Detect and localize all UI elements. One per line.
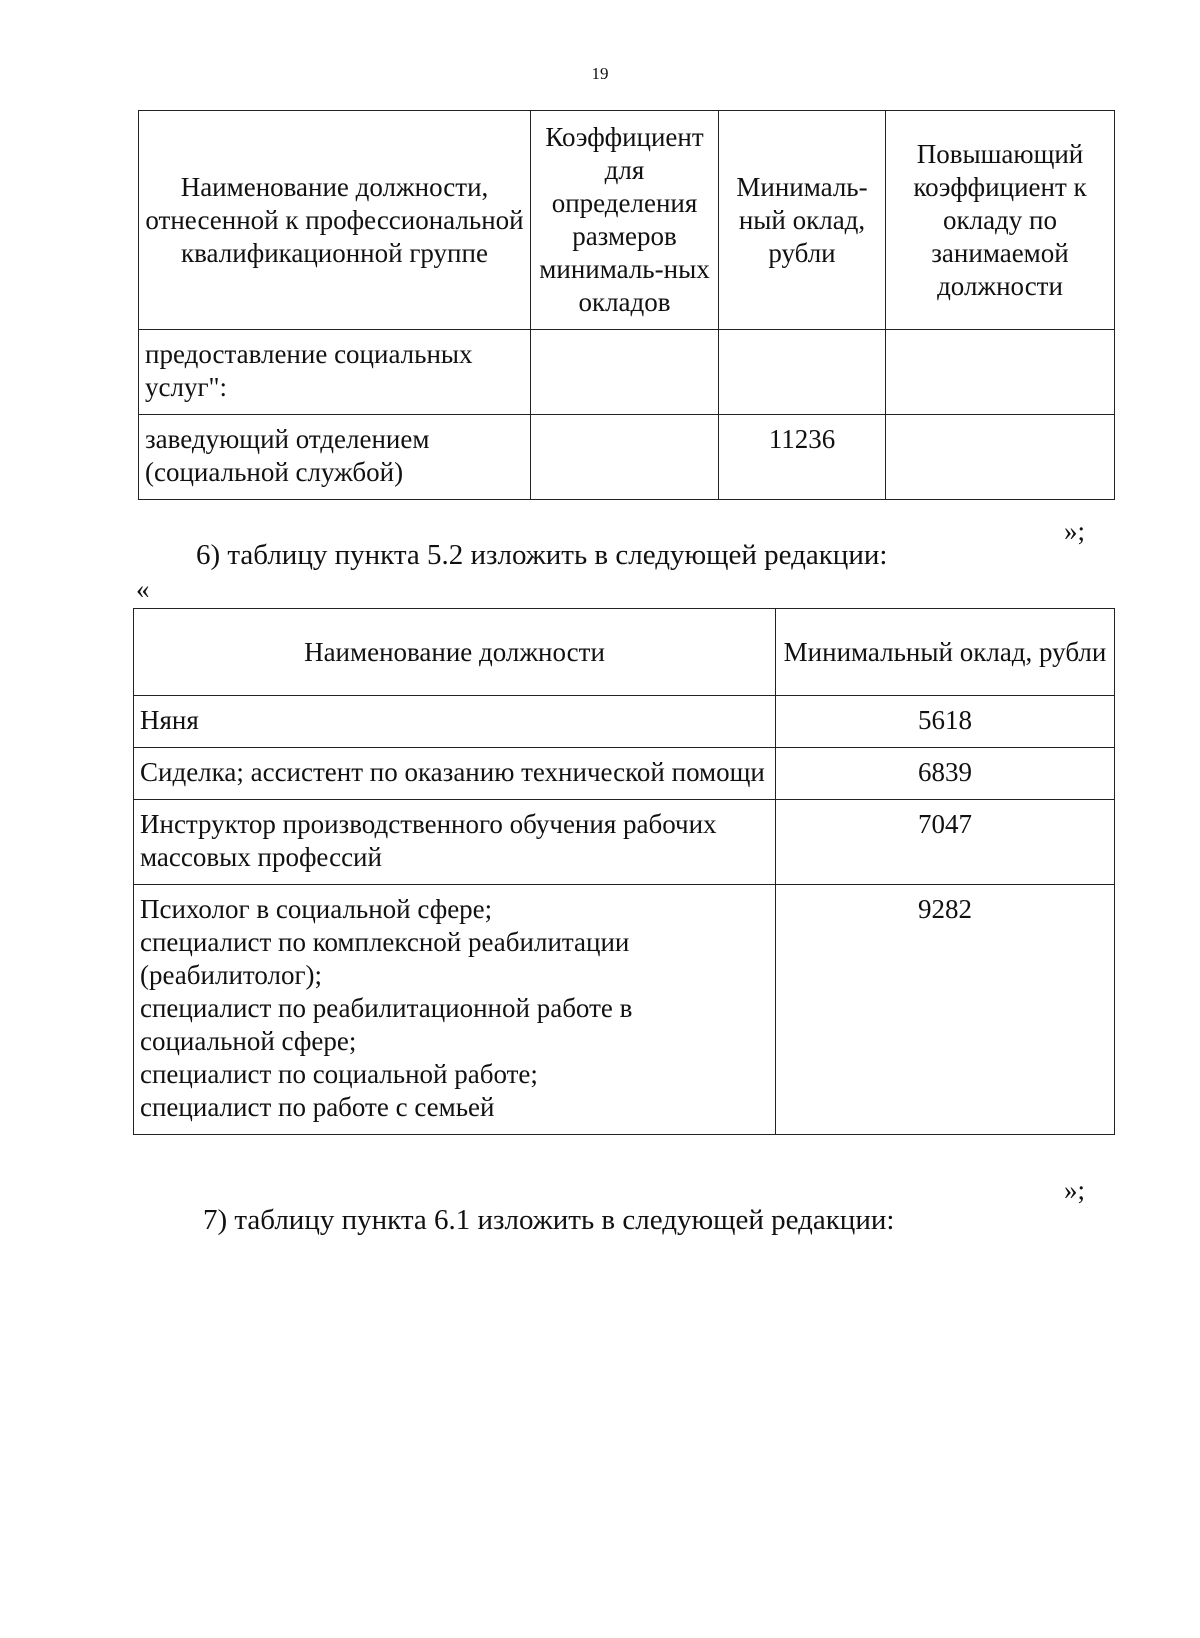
table-cell [531, 330, 719, 415]
table-cell: предоставление социальных услуг": [139, 330, 531, 415]
paragraph-7: 7) таблицу пункта 6.1 изложить в следующей редакции: [203, 1204, 895, 1236]
header-position-name: Наименование должности, отнесенной к профессиональной квалификационной группе [139, 111, 531, 330]
closing-quote: »; [1064, 1175, 1086, 1205]
table-header-row [139, 111, 1115, 330]
table-cell: Инструктор производственного обучения рабочих массовых профессий [134, 800, 776, 885]
table-row [134, 800, 1115, 885]
table-cell: 6839 [776, 748, 1115, 800]
page-number: 19 [591, 64, 609, 83]
table-header-row [134, 609, 1115, 696]
table-cell: 9282 [776, 885, 1115, 1135]
table-row [139, 415, 1115, 500]
table-cell: Сиделка; ассистент по оказанию технической помощи [134, 748, 776, 800]
position-salary-table [133, 608, 1115, 1135]
table-cell: Няня [134, 696, 776, 748]
table-row [134, 748, 1115, 800]
table-row [134, 696, 1115, 748]
opening-quote: « [136, 574, 150, 604]
header-position-name: Наименование должности [134, 609, 776, 696]
table-cell [886, 415, 1115, 500]
table-row [139, 330, 1115, 415]
header-increasing-coefficient: Повышающий коэффициент к окладу по занимаемой должности [886, 111, 1115, 330]
table-cell: Психолог в социальной сфере; специалист по комплексной реабилитации (реабилитолог); специалист по реабилитационной работе в социальной сфере; специалист по социальной работе; специалист по работе с семьей [134, 885, 776, 1135]
paragraph-6: 6) таблицу пункта 5.2 изложить в следующей редакции: [196, 539, 888, 571]
table-cell: 7047 [776, 800, 1115, 885]
header-min-salary: Минимальный оклад, рубли [776, 609, 1115, 696]
table-cell: заведующий отделением (социальной службой) [139, 415, 531, 500]
header-min-salary: Минималь-ный оклад, рубли [719, 111, 886, 330]
table-cell [531, 415, 719, 500]
table-cell: 5618 [776, 696, 1115, 748]
table-cell [719, 330, 886, 415]
table-cell: 11236 [719, 415, 886, 500]
table-cell [886, 330, 1115, 415]
qualification-group-table [138, 110, 1115, 500]
table-row [134, 885, 1115, 1135]
header-coefficient: Коэффициент для определения размеров минималь-ных окладов [531, 111, 719, 330]
closing-quote: »; [1064, 516, 1086, 546]
